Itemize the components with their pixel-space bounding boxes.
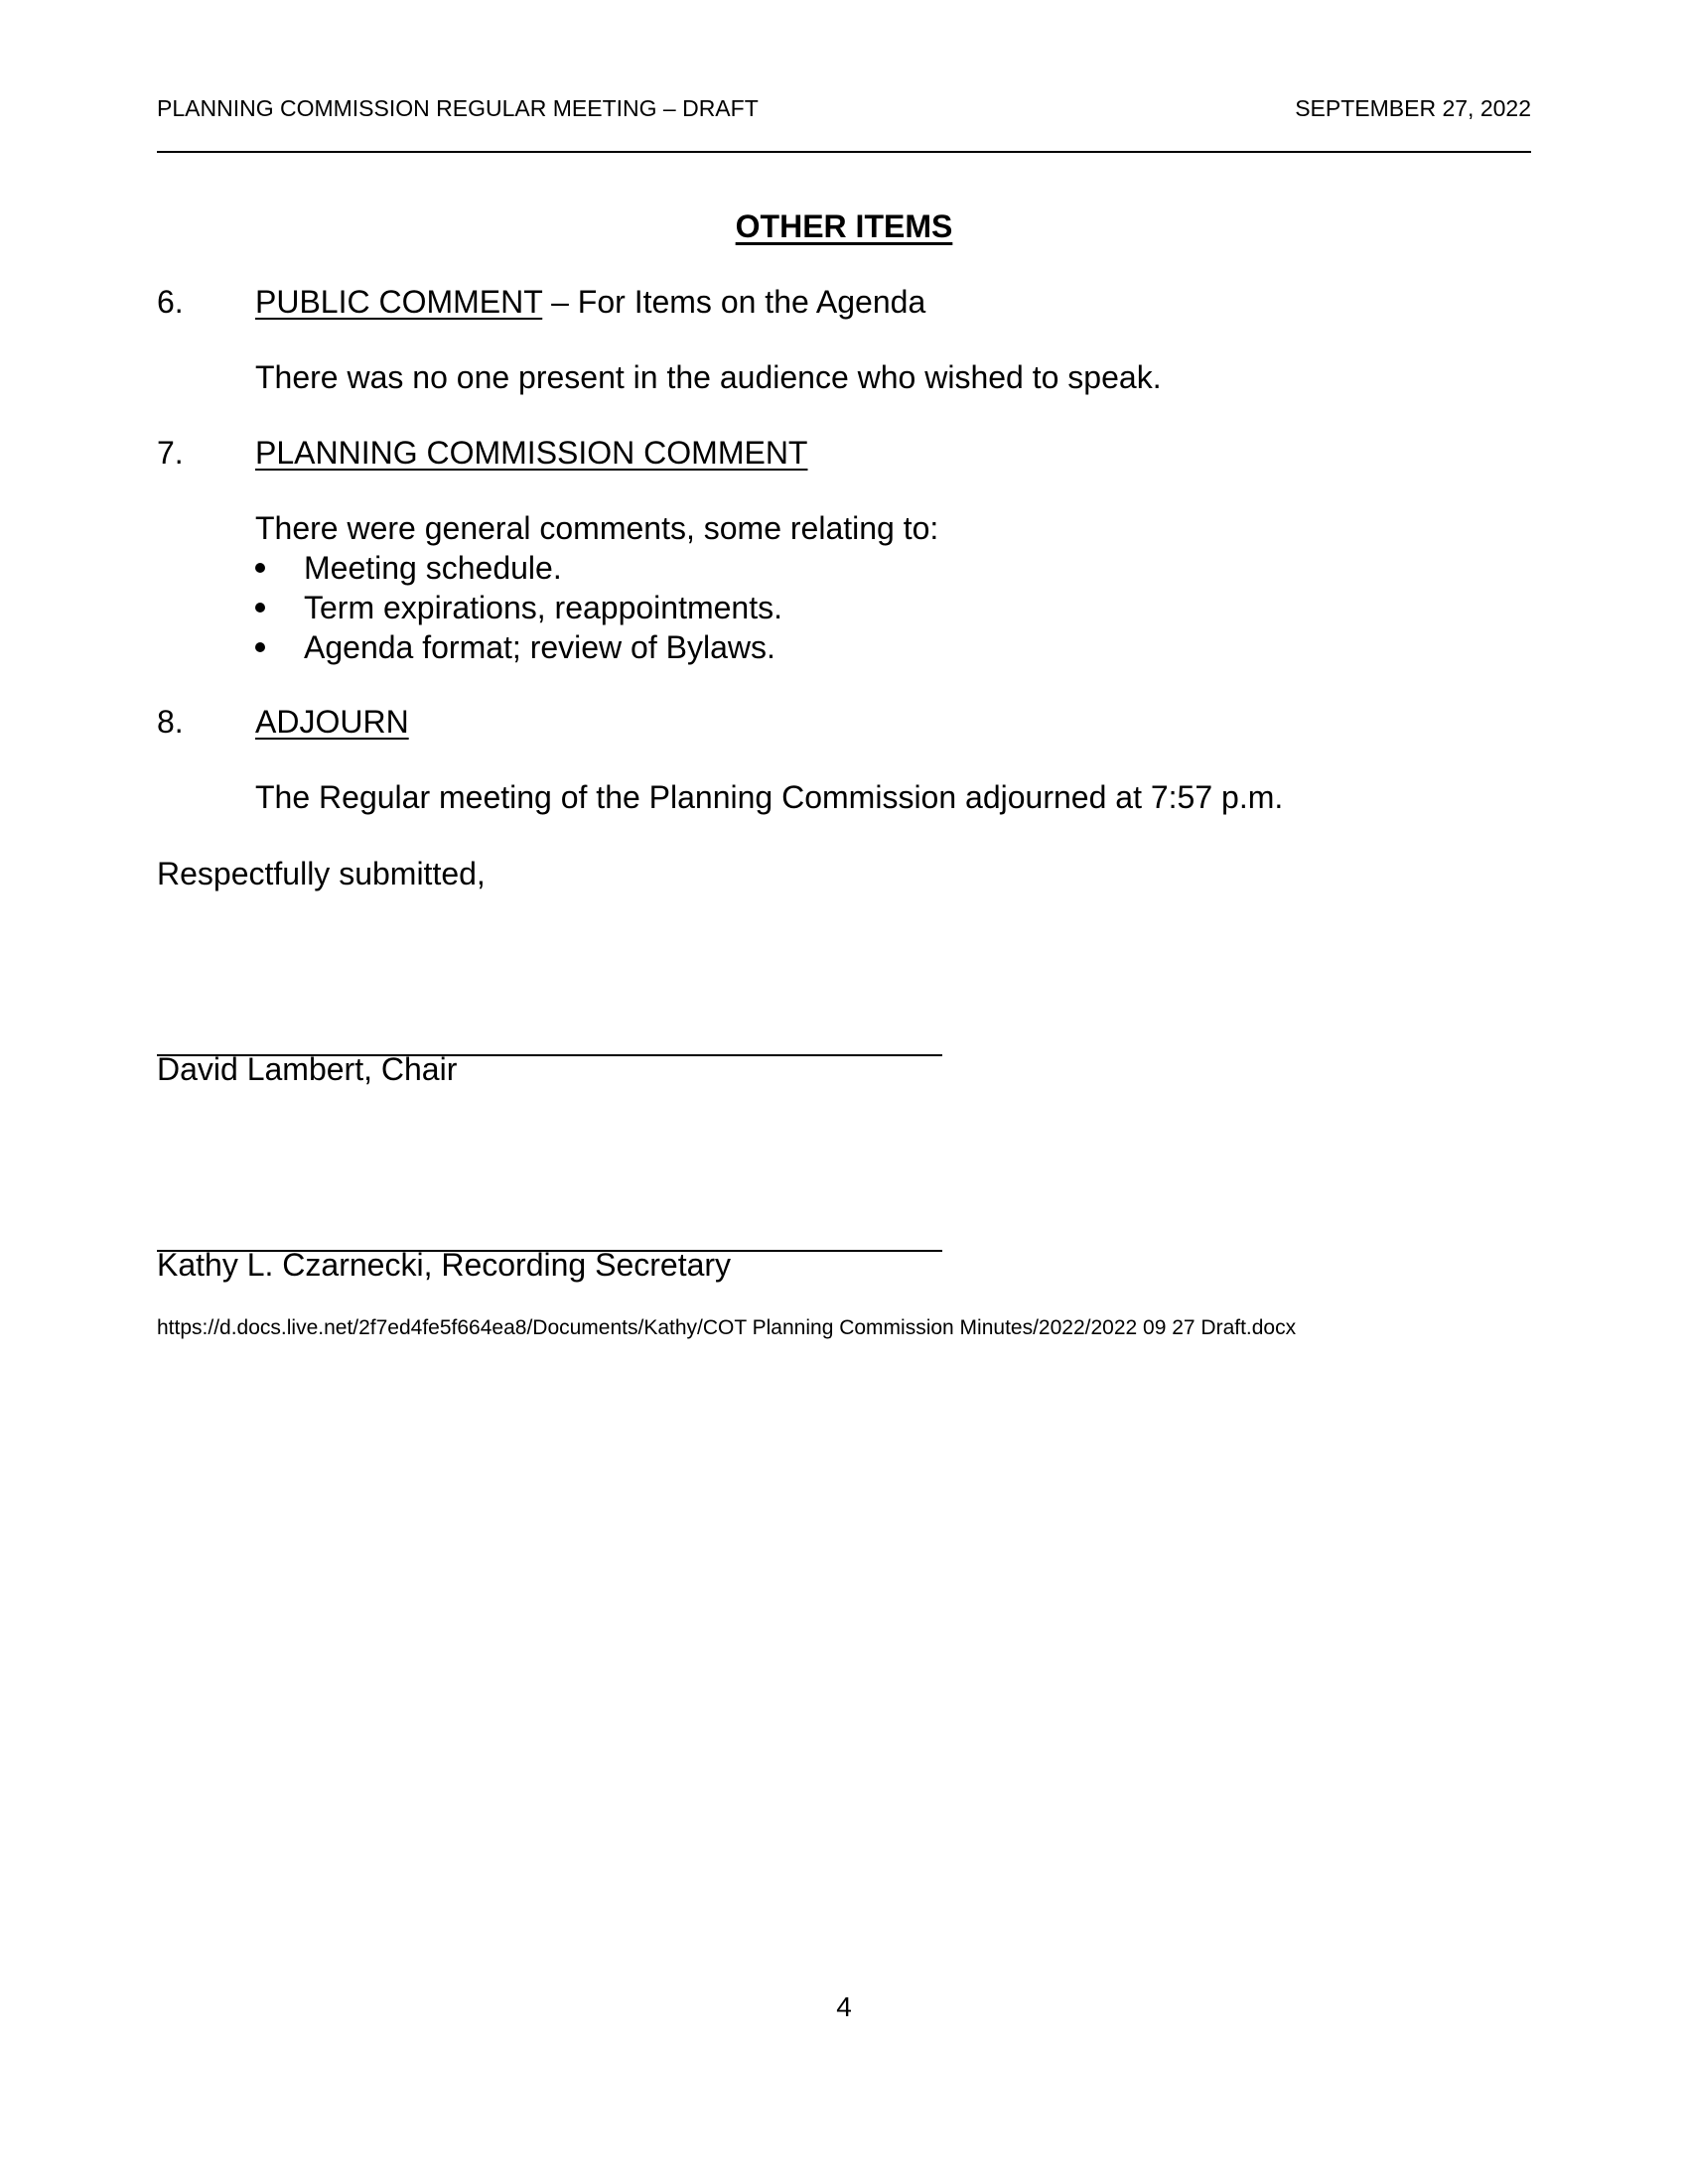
file-path-footer: https://d.docs.live.net/2f7ed4fe5f664ea8/Documents/Kathy/COT Planning Commission Minutes/2022/2022 09 27 Draft.docx: [157, 1316, 1297, 1339]
signature-name-secretary: Kathy L. Czarnecki, Recording Secretary: [157, 1247, 732, 1283]
page-header: [157, 95, 1531, 153]
section-title: OTHER ITEMS: [735, 208, 953, 244]
item-number: 8.: [157, 704, 184, 740]
closing-text: Respectfully submitted,: [157, 856, 486, 891]
item-title: PLANNING COMMISSION COMMENT: [255, 435, 808, 471]
item-body-text: There were general comments, some relating to:: [255, 510, 939, 546]
header-title: PLANNING COMMISSION REGULAR MEETING – DRAFT: [157, 95, 759, 121]
list-item-text: Meeting schedule.: [304, 550, 562, 586]
item-number: 6.: [157, 284, 184, 320]
list-item-text: Term expirations, reappointments.: [304, 590, 782, 625]
item-title-suffix: – For Items on the Agenda: [542, 284, 926, 320]
page-number: 4: [836, 1991, 852, 2022]
item-body-text: There was no one present in the audience who wished to speak.: [255, 359, 1162, 395]
signature-name-chair: David Lambert, Chair: [157, 1051, 458, 1087]
bullet-icon: [255, 642, 265, 652]
item-number: 7.: [157, 435, 184, 471]
item-title: PUBLIC COMMENT: [255, 284, 543, 320]
bullet-icon: [255, 563, 265, 573]
list-item-text: Agenda format; review of Bylaws.: [304, 629, 775, 665]
header-date: SEPTEMBER 27, 2022: [1295, 95, 1531, 121]
item-title: ADJOURN: [255, 704, 409, 740]
item-heading: [255, 284, 925, 321]
item-body-text: The Regular meeting of the Planning Commission adjourned at 7:57 p.m.: [255, 779, 1284, 815]
bullet-icon: [255, 603, 265, 613]
